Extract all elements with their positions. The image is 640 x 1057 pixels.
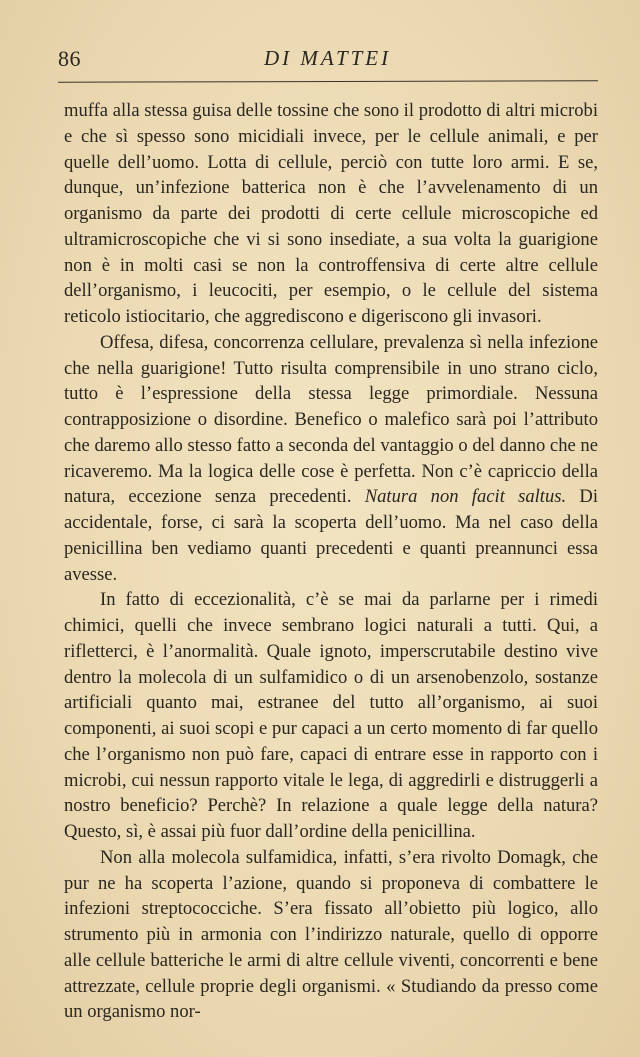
paragraph-4: Non alla molecola sulfamidica, infatti, s’era rivolto Domagk, che pur ne ha scoperta l’azione, quando si proponeva di combattere le infezioni streptococciche. S’era fissato all’obietto più logico, allo strumento più in armonia con l’indirizzo naturale, quello di opporre alle cellule batteriche le armi di altre cellule viventi, concorrenti e bene attrezzate, cellule proprie degli organismi. « Studiando da presso come un organismo nor-	[64, 846, 598, 1023]
paragraph-2	[64, 330, 598, 588]
page-header	[58, 40, 598, 80]
paragraph-1: muffa alla stessa guisa delle tossine che sono il prodotto di altri microbi e che sì spesso sono micidiali invece, per le cellule animali, e per quelle dell’uomo. Lotta di cellule, perciò con tutte loro armi. E se, dunque, un’infezione batterica non è che l’avvelenamento di un organismo da parte dei prodotti di certe cellule microscopiche ed ultramicroscopiche che vi si sono insediate, a sua volta la guarigione non è in molti casi se non la controffensiva di certe altre cellule dell’organismo, i leucociti, per esempio, o le cellule del sistema reticolo istiocitario, che aggrediscono e digeriscono gli invasori.	[64, 100, 598, 327]
body-text	[64, 98, 598, 1025]
running-head: DI MATTEI	[264, 46, 392, 70]
paragraph-3: In fatto di eccezionalità, c’è se mai da parlarne per i rimedi chimici, quelli che invece sembrano logici naturali a tutti. Qui, a rifletterci, è l’anormalità. Quale ignoto, imperscrutabile destino vive dentro la molecola di un sulfamidico o di un arsenobenzolo, sostanze artificiali quanto mai, estranee del tutto all’organismo, ai suoi componenti, ai suoi scopi e pur capaci a un certo momento di far quello che l’organismo non può fare, capaci di entrare esse in rapporto con i microbi, cui nessun rapporto vitale le lega, di aggredirli e distruggerli a nostro beneficio? Perchè? In relazione a quale legge della natura? Questo, sì, è assai più fuor dall’ordine della penicillina.	[64, 589, 598, 842]
paragraph-2-text-b: Di accidentale, forse, ci sarà la scoperta dell’uomo. Ma nel caso della penicillina ben vediamo quanti precedenti e quanti preannunci essa avesse.	[64, 486, 598, 585]
header-rule	[58, 80, 598, 82]
page-number: 86	[58, 46, 81, 71]
latin-quote: Natura non facit saltus.	[364, 486, 567, 508]
paragraph-2-text-a: Offesa, difesa, concorrenza cellulare, prevalenza sì nella infezione che nella guarigione! Tutto risulta comprensibile in uno strano ciclo, tutto è l’espressione della stessa legge primordiale. Nessuna contrapposizione o disordine. Benefico o malefico sarà poi l’attributo che daremo allo stesso fatto a seconda del vantaggio o del danno che ne ricaveremo. Ma la logica delle cose è perfetta. Non c’è capriccio della natura, eccezione senza precedenti.	[64, 331, 598, 508]
